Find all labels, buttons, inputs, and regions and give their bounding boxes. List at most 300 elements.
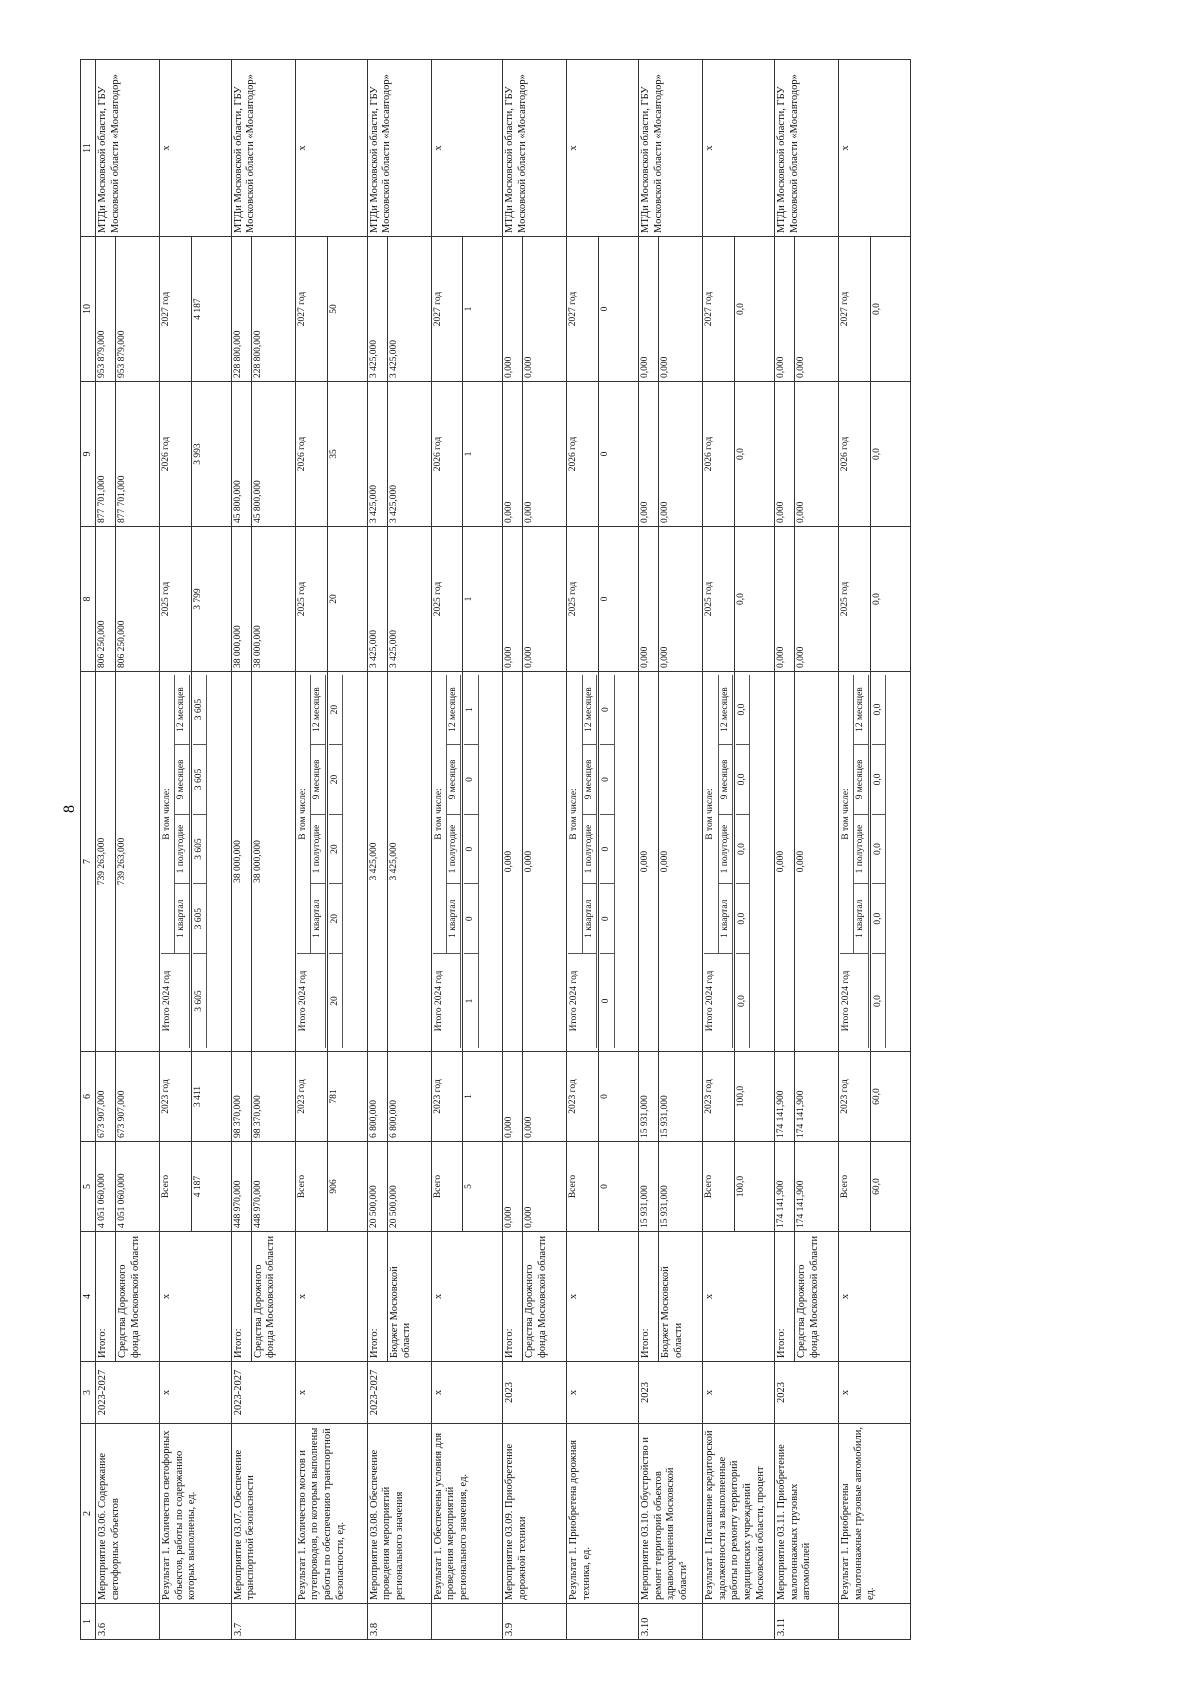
label-2023: 2023 год (703, 1052, 735, 1142)
fin-source-2027: 0,000 (659, 237, 703, 382)
label-vsego: Всего (838, 1142, 870, 1232)
label-vsego: Всего (567, 1142, 599, 1232)
label-2023: 2023 год (295, 1052, 327, 1142)
fin-total-2024: 3 425,000 (367, 672, 387, 1052)
res-m9: 0 (600, 745, 614, 815)
rotated-page (80, 60, 1090, 1640)
res-h1: 0 (600, 814, 614, 884)
result-period-x: x (567, 1362, 639, 1424)
res-2027: 50 (327, 237, 367, 382)
res-m12: 0 (600, 675, 614, 745)
fin-source-2026: 0,000 (794, 382, 838, 527)
fin-total-2024: 0,000 (639, 672, 659, 1052)
res-2024-block (870, 672, 910, 1052)
label-m12: 12 месяцев (175, 675, 189, 745)
label-m9: 9 месяцев (718, 745, 732, 815)
label-itogo-2024: Итого 2024 год (433, 954, 461, 1049)
res-2025: 0 (599, 527, 639, 672)
label-itogo-2024: Итого 2024 год (568, 954, 596, 1049)
fin-source-2026: 877 701,000 (116, 382, 160, 527)
col-num: 2 (81, 1424, 96, 1604)
label-2024-block (295, 672, 327, 1052)
fin-total-2023: 0,000 (503, 1052, 523, 1142)
label-m9: 9 месяцев (175, 745, 189, 815)
row-number: 3.7 (231, 1604, 295, 1640)
fin-total-all: 448 970,000 (231, 1142, 251, 1232)
res-q1: 0,0 (872, 884, 886, 954)
label-m9: 9 месяцев (854, 745, 868, 815)
res-2027: 4 187 (191, 237, 231, 382)
period: 2023 (639, 1362, 703, 1424)
row-number: 3.8 (367, 1604, 431, 1640)
fin-total-2025: 806 250,000 (96, 527, 116, 672)
label-2027: 2027 год (567, 237, 599, 382)
label-2023: 2023 год (160, 1052, 192, 1142)
executor: МТДи Московской области, ГБУ Московской области «Мосавтодор» (231, 60, 295, 237)
label-2024-subtable (568, 675, 597, 1048)
label-2023: 2023 год (838, 1052, 870, 1142)
result-period-x: x (703, 1362, 775, 1424)
res-m12: 3 605 (193, 675, 207, 745)
period: 2023-2027 (231, 1362, 295, 1424)
res-2025: 3 799 (191, 527, 231, 672)
fin-total-2027: 0,000 (503, 237, 523, 382)
res-itogo-2024: 0 (600, 954, 614, 1049)
label-vsego: Всего (703, 1142, 735, 1232)
row-number: 3.10 (639, 1604, 703, 1640)
measure-name: Мероприятие 03.08. Обеспечение проведения мероприятий регионального значения (367, 1424, 431, 1604)
res-2025: 0,0 (734, 527, 774, 672)
col-num: 10 (81, 237, 96, 382)
fin-total-2023: 174 141,900 (774, 1052, 794, 1142)
row-number: 3.6 (96, 1604, 160, 1640)
fin-source-2024: 3 425,000 (387, 672, 431, 1052)
label-2024-subtable (840, 675, 869, 1048)
res-2025: 1 (463, 527, 503, 672)
measure-name: Мероприятие 03.06. Содержание светофорных объектов (96, 1424, 160, 1604)
label-2026: 2026 год (703, 382, 735, 527)
res-m9: 0,0 (872, 745, 886, 815)
res-2024-subtable (600, 675, 614, 1048)
label-m9: 9 месяцев (311, 745, 325, 815)
label-2026: 2026 год (567, 382, 599, 527)
result-name: Результат 1. Количество светофорных объектов, работы по содержанию которых выполнены, ед. (160, 1424, 232, 1604)
fin-total-2027: 228 800,000 (231, 237, 251, 382)
total-label: Итого: (231, 1232, 251, 1362)
res-2027: 1 (463, 237, 503, 382)
label-m9: 9 месяцев (446, 745, 460, 815)
result-source-x: x (838, 1232, 910, 1362)
label-2023: 2023 год (567, 1052, 599, 1142)
fin-total-all: 15 931,000 (639, 1142, 659, 1232)
res-vsego: 5 (463, 1142, 503, 1232)
res-q1: 3 605 (193, 884, 207, 954)
res-m9: 20 (329, 745, 343, 815)
fin-total-2023: 15 931,000 (639, 1052, 659, 1142)
res-2024-block (327, 672, 367, 1052)
column-number-row (81, 60, 96, 1640)
label-m9: 9 месяцев (582, 745, 596, 815)
res-m12: 0,0 (872, 675, 886, 745)
total-label: Итого: (639, 1232, 659, 1362)
res-h1: 0,0 (736, 814, 750, 884)
fin-source-2026: 0,000 (659, 382, 703, 527)
col-num: 11 (81, 60, 96, 237)
label-itogo-2024: Итого 2024 год (704, 954, 732, 1049)
result-period-x: x (160, 1362, 232, 1424)
label-2023: 2023 год (431, 1052, 463, 1142)
result-empty-num (703, 1604, 775, 1640)
funding-source: Средства Дорожного фонда Московской области (794, 1232, 838, 1362)
col-num: 9 (81, 382, 96, 527)
fin-source-2025: 0,000 (523, 527, 567, 672)
result-executor-x: x (295, 60, 367, 237)
fin-source-all: 448 970,000 (251, 1142, 295, 1232)
fin-source-2026: 3 425,000 (387, 382, 431, 527)
result-name: Результат 1. Количество мостов и путепроводов, по которым выполнены работы по обеспечению транспортной безопасности, ед. (295, 1424, 367, 1604)
fin-source-2025: 806 250,000 (116, 527, 160, 672)
res-2027: 0,0 (734, 237, 774, 382)
label-2024-block (160, 672, 192, 1052)
funding-source: Средства Дорожного фонда Московской области (251, 1232, 295, 1362)
res-2024-subtable (464, 675, 478, 1048)
label-m12: 12 месяцев (311, 675, 325, 745)
row-number: 3.9 (503, 1604, 567, 1640)
res-itogo-2024: 0,0 (872, 954, 886, 1049)
result-period-x: x (431, 1362, 503, 1424)
section-total-row (231, 60, 251, 1640)
label-2025: 2025 год (567, 527, 599, 672)
result-empty-num (160, 1604, 232, 1640)
result-empty-num (295, 1604, 367, 1640)
fin-source-all: 15 931,000 (659, 1142, 703, 1232)
label-m12: 12 месяцев (854, 675, 868, 745)
result-executor-x: x (160, 60, 232, 237)
result-empty-num (567, 1604, 639, 1640)
program-table (80, 59, 911, 1640)
result-executor-x: x (838, 60, 910, 237)
result-empty-num (838, 1604, 910, 1640)
label-2024-subtable (704, 675, 733, 1048)
col-num: 6 (81, 1052, 96, 1142)
res-q1: 0 (600, 884, 614, 954)
res-h1: 0,0 (872, 814, 886, 884)
fin-total-2025: 0,000 (503, 527, 523, 672)
res-2026: 0,0 (734, 382, 774, 527)
res-2025: 20 (327, 527, 367, 672)
res-itogo-2024: 1 (464, 954, 478, 1049)
fin-total-all: 20 500,000 (367, 1142, 387, 1232)
fin-source-2027: 953 879,000 (116, 237, 160, 382)
res-itogo-2024: 3 605 (193, 954, 207, 1049)
fin-source-2025: 38 000,000 (251, 527, 295, 672)
fin-source-2027: 0,000 (523, 237, 567, 382)
fin-source-2027: 0,000 (794, 237, 838, 382)
label-2024-subtable (433, 675, 462, 1048)
col-num: 4 (81, 1232, 96, 1362)
res-h1: 20 (329, 814, 343, 884)
result-source-x: x (160, 1232, 232, 1362)
label-q1: 1 квартал (854, 884, 868, 954)
result-name: Результат 1. Приобретена дорожная техника, ед. (567, 1424, 639, 1604)
fin-source-2024: 38 000,000 (251, 672, 295, 1052)
col-num: 7 (81, 672, 96, 1052)
res-2024-block (463, 672, 503, 1052)
label-2024-subtable (161, 675, 190, 1048)
fin-source-2023: 15 931,000 (659, 1052, 703, 1142)
fin-total-2026: 3 425,000 (367, 382, 387, 527)
res-vsego: 906 (327, 1142, 367, 1232)
total-label: Итого: (367, 1232, 387, 1362)
res-2026: 0,0 (870, 382, 910, 527)
section-total-row (503, 60, 523, 1640)
fin-total-2024: 739 263,000 (96, 672, 116, 1052)
fin-source-2024: 739 263,000 (116, 672, 160, 1052)
label-2027: 2027 год (295, 237, 327, 382)
period: 2023-2027 (367, 1362, 431, 1424)
fin-total-2024: 38 000,000 (231, 672, 251, 1052)
label-m12: 12 месяцев (446, 675, 460, 745)
section-total-row (774, 60, 794, 1640)
res-vsego: 100,0 (734, 1142, 774, 1232)
executor: МТДи Московской области, ГБУ Московской области «Мосавтодор» (96, 60, 160, 237)
fin-total-all: 4 051 060,000 (96, 1142, 116, 1232)
result-period-x: x (838, 1362, 910, 1424)
funding-source: Бюджет Московской области (659, 1232, 703, 1362)
res-2024-subtable (329, 675, 343, 1048)
fin-source-2024: 0,000 (523, 672, 567, 1052)
label-2027: 2027 год (703, 237, 735, 382)
label-v-tom-chisle: В том числе: (568, 675, 582, 954)
result-empty-num (431, 1604, 503, 1640)
res-2024-subtable (193, 675, 207, 1048)
fin-source-all: 20 500,000 (387, 1142, 431, 1232)
res-2023: 100,0 (734, 1052, 774, 1142)
res-m12: 0,0 (736, 675, 750, 745)
section-total-row (96, 60, 116, 1640)
label-2025: 2025 год (703, 527, 735, 672)
fin-source-2025: 0,000 (659, 527, 703, 672)
res-m9: 0 (464, 745, 478, 815)
fin-source-2023: 98 370,000 (251, 1052, 295, 1142)
res-2026: 1 (463, 382, 503, 527)
res-q1: 0 (464, 884, 478, 954)
result-period-x: x (295, 1362, 367, 1424)
fin-source-2023: 174 141,900 (794, 1052, 838, 1142)
executor: МТДи Московской области, ГБУ Московской области «Мосавтодор» (774, 60, 838, 237)
res-vsego: 0 (599, 1142, 639, 1232)
label-m12: 12 месяцев (582, 675, 596, 745)
fin-total-2025: 0,000 (774, 527, 794, 672)
res-itogo-2024: 20 (329, 954, 343, 1049)
label-2026: 2026 год (295, 382, 327, 527)
executor: МТДи Московской области, ГБУ Московской области «Мосавтодор» (367, 60, 431, 237)
label-2026: 2026 год (838, 382, 870, 527)
fin-total-2024: 0,000 (503, 672, 523, 1052)
fin-total-2025: 3 425,000 (367, 527, 387, 672)
fin-source-2025: 3 425,000 (387, 527, 431, 672)
measure-name: Мероприятие 03.10. Обустройство и ремонт территорий объектов здравоохранения Московской области⁵ (639, 1424, 703, 1604)
res-2023: 0 (599, 1052, 639, 1142)
col-num: 3 (81, 1362, 96, 1424)
label-2026: 2026 год (431, 382, 463, 527)
result-source-x: x (431, 1232, 503, 1362)
res-h1: 0 (464, 814, 478, 884)
fin-total-2023: 98 370,000 (231, 1052, 251, 1142)
label-q1: 1 квартал (718, 884, 732, 954)
label-h1: 1 полугодие (582, 814, 596, 884)
result-name: Результат 1. Обеспечены условия для проведения мероприятий регионального значения, ед. (431, 1424, 503, 1604)
fin-total-2026: 877 701,000 (96, 382, 116, 527)
fin-total-2025: 38 000,000 (231, 527, 251, 672)
total-label: Итого: (503, 1232, 523, 1362)
label-2027: 2027 год (838, 237, 870, 382)
label-itogo-2024: Итого 2024 год (840, 954, 868, 1049)
fin-total-all: 0,000 (503, 1142, 523, 1232)
result-header-row (160, 60, 192, 1640)
result-source-x: x (703, 1232, 775, 1362)
label-h1: 1 полугодие (175, 814, 189, 884)
label-h1: 1 полугодие (854, 814, 868, 884)
page-number: 8 (61, 805, 78, 813)
label-2026: 2026 год (160, 382, 192, 527)
fin-total-2025: 0,000 (639, 527, 659, 672)
res-m9: 0,0 (736, 745, 750, 815)
result-header-row (295, 60, 327, 1640)
fin-source-2027: 228 800,000 (251, 237, 295, 382)
fin-total-2026: 45 800,000 (231, 382, 251, 527)
res-2024-subtable (872, 675, 886, 1048)
result-header-row (431, 60, 463, 1640)
res-2023: 781 (327, 1052, 367, 1142)
fin-total-2026: 0,000 (639, 382, 659, 527)
label-itogo-2024: Итого 2024 год (297, 954, 325, 1049)
funding-source: Средства Дорожного фонда Московской области (523, 1232, 567, 1362)
fin-source-2027: 3 425,000 (387, 237, 431, 382)
fin-source-2024: 0,000 (794, 672, 838, 1052)
period: 2023 (503, 1362, 567, 1424)
fin-total-2027: 0,000 (774, 237, 794, 382)
label-2025: 2025 год (838, 527, 870, 672)
res-2024-subtable (736, 675, 750, 1048)
res-2027: 0 (599, 237, 639, 382)
res-h1: 3 605 (193, 814, 207, 884)
label-q1: 1 квартал (175, 884, 189, 954)
res-itogo-2024: 0,0 (736, 954, 750, 1049)
res-m9: 3 605 (193, 745, 207, 815)
res-q1: 0,0 (736, 884, 750, 954)
res-m12: 20 (329, 675, 343, 745)
label-vsego: Всего (295, 1142, 327, 1232)
period: 2023 (774, 1362, 838, 1424)
label-2024-block (703, 672, 735, 1052)
table-body (81, 60, 911, 1640)
fin-total-all: 174 141,900 (774, 1142, 794, 1232)
label-m12: 12 месяцев (718, 675, 732, 745)
label-vsego: Всего (160, 1142, 192, 1232)
fin-total-2027: 3 425,000 (367, 237, 387, 382)
res-q1: 20 (329, 884, 343, 954)
fin-source-2026: 0,000 (523, 382, 567, 527)
fin-source-all: 0,000 (523, 1142, 567, 1232)
row-number: 3.11 (774, 1604, 838, 1640)
fin-source-2023: 0,000 (523, 1052, 567, 1142)
fin-source-2023: 673 907,000 (116, 1052, 160, 1142)
label-q1: 1 квартал (446, 884, 460, 954)
fin-total-2026: 0,000 (503, 382, 523, 527)
result-header-row (838, 60, 870, 1640)
result-header-row (567, 60, 599, 1640)
funding-source: Бюджет Московской области (387, 1232, 431, 1362)
label-2024-subtable (297, 675, 326, 1048)
res-2026: 35 (327, 382, 367, 527)
fin-source-all: 4 051 060,000 (116, 1142, 160, 1232)
fin-total-2027: 0,000 (639, 237, 659, 382)
res-2024-block (599, 672, 639, 1052)
col-num: 8 (81, 527, 96, 672)
fin-source-2024: 0,000 (659, 672, 703, 1052)
res-2026: 3 993 (191, 382, 231, 527)
section-total-row (367, 60, 387, 1640)
res-vsego: 4 187 (191, 1142, 231, 1232)
res-2024-block (191, 672, 231, 1052)
funding-source: Средства Дорожного фонда Московской области (116, 1232, 160, 1362)
fin-total-2023: 673 907,000 (96, 1052, 116, 1142)
res-2027: 0,0 (870, 237, 910, 382)
period: 2023-2027 (96, 1362, 160, 1424)
label-2027: 2027 год (431, 237, 463, 382)
label-2025: 2025 год (295, 527, 327, 672)
result-executor-x: x (703, 60, 775, 237)
executor: МТДи Московской области, ГБУ Московской области «Мосавтодор» (503, 60, 567, 237)
total-label: Итого: (774, 1232, 794, 1362)
result-executor-x: x (431, 60, 503, 237)
measure-name: Мероприятие 03.09. Приобретение дорожной техники (503, 1424, 567, 1604)
result-header-row (703, 60, 735, 1640)
fin-total-2023: 6 800,000 (367, 1052, 387, 1142)
label-2025: 2025 год (160, 527, 192, 672)
label-q1: 1 квартал (582, 884, 596, 954)
fin-total-2026: 0,000 (774, 382, 794, 527)
fin-total-2024: 0,000 (774, 672, 794, 1052)
label-itogo-2024: Итого 2024 год (161, 954, 189, 1049)
res-m12: 1 (464, 675, 478, 745)
fin-source-2023: 6 800,000 (387, 1052, 431, 1142)
section-total-row (639, 60, 659, 1640)
measure-name: Мероприятие 03.11. Приобретение малотоннажных грузовых автомобилей (774, 1424, 838, 1604)
executor: МТДи Московской области, ГБУ Московской области «Мосавтодор» (639, 60, 703, 237)
result-name: Результат 1. Погашение кредиторской задолженности за выполненные работы по ремонту территорий медицинских учреждений Московской области, процент (703, 1424, 775, 1604)
res-2025: 0,0 (870, 527, 910, 672)
label-v-tom-chisle: В том числе: (161, 675, 175, 954)
res-2024-block (734, 672, 774, 1052)
measure-name: Мероприятие 03.07. Обеспечение транспортной безопасности (231, 1424, 295, 1604)
fin-total-2027: 953 879,000 (96, 237, 116, 382)
label-vsego: Всего (431, 1142, 463, 1232)
fin-source-2026: 45 800,000 (251, 382, 295, 527)
result-executor-x: x (567, 60, 639, 237)
result-name: Результат 1. Приобретены малотоннажные грузовые автомобили, ед. (838, 1424, 910, 1604)
label-v-tom-chisle: В том числе: (840, 675, 854, 954)
label-v-tom-chisle: В том числе: (297, 675, 311, 954)
label-2024-block (838, 672, 870, 1052)
label-h1: 1 полугодие (446, 814, 460, 884)
label-v-tom-chisle: В том числе: (704, 675, 718, 954)
col-num: 1 (81, 1604, 96, 1640)
res-2026: 0 (599, 382, 639, 527)
res-vsego: 60,0 (870, 1142, 910, 1232)
res-2023: 60,0 (870, 1052, 910, 1142)
